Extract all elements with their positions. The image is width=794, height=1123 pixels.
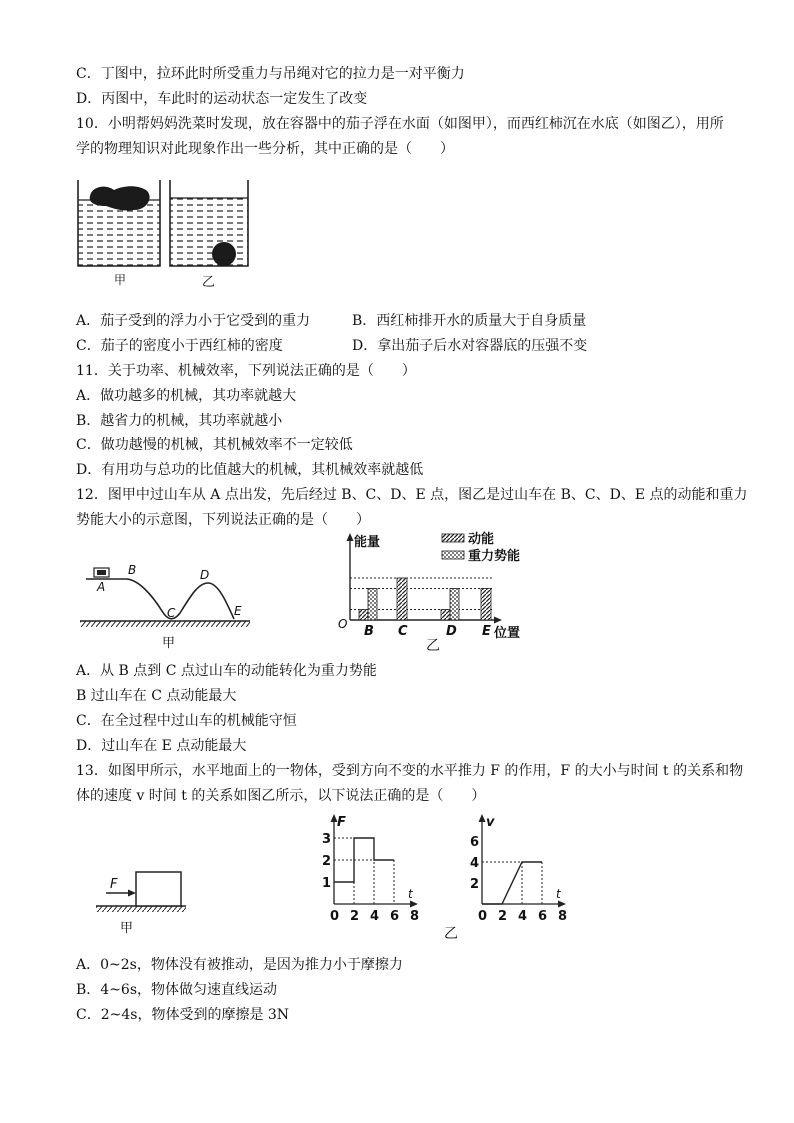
x-tick-label: 2 — [498, 909, 508, 924]
point-label: B — [128, 563, 137, 577]
x-tick-label: 8 — [558, 909, 568, 924]
label-yi: 乙 — [444, 926, 458, 942]
question-10-text: 10．小明帮妈妈洗菜时发现，放在容器中的茄子浮在水面（如图甲），而西红柿沉在水底（如图乙），用所 — [76, 116, 724, 132]
y-tick-label: 2 — [322, 854, 332, 869]
option-line: D．拿出茄子后水对容器底的压强不变 — [352, 338, 588, 354]
option-line: C．丁图中，拉环此时所受重力与吊绳对它的拉力是一对平衡力 — [76, 66, 465, 82]
bar-ke — [481, 589, 491, 621]
y-tick-label: 1 — [322, 876, 332, 891]
question-12-text: 势能大小的示意图，下列说法正确的是（ ） — [76, 512, 370, 528]
y-tick-label: 4 — [470, 856, 480, 871]
point-label: D — [200, 568, 210, 582]
force-label: F — [110, 877, 118, 892]
y-tick-label: 6 — [470, 835, 480, 850]
x-tick-label: 4 — [518, 909, 528, 924]
bar-pe — [368, 589, 377, 621]
question-13-text: 体的速度 v 时间 t 的关系如图乙所示，以下说法正确的是（ ） — [76, 788, 486, 804]
option-line: A．茄子受到的浮力小于它受到的重力 — [76, 313, 311, 329]
question-13-text: 13．如图甲所示，水平地面上的一物体，受到方向不变的水平推力 F 的作用，F 的大小与时间 t 的关系和物 — [76, 763, 744, 779]
option-line: A．从 B 点到 C 点过山车的动能转化为重力势能 — [76, 663, 377, 679]
t-axis-label: t — [556, 887, 561, 901]
option-line: B 过山车在 C 点动能最大 — [76, 688, 237, 704]
question-11-text: 11．关于功率、机械效率，下列说法正确的是（ ） — [76, 363, 416, 379]
category-label: E — [482, 624, 491, 639]
legend-ke: 动能 — [468, 532, 495, 547]
label-jia: 甲 — [120, 921, 134, 936]
f-axis-label: F — [337, 815, 346, 830]
option-line: D．丙图中，车此时的运动状态一定发生了改变 — [76, 91, 368, 107]
x-tick-label: 6 — [390, 909, 400, 924]
x-tick-label: 8 — [410, 909, 420, 924]
legend-swatch-pe — [442, 551, 464, 559]
point-label: A — [97, 580, 106, 594]
x-axis-label: 位置 — [494, 626, 521, 641]
block — [136, 872, 181, 906]
category-label: B — [364, 624, 374, 639]
question-12-text: 12．图甲中过山车从 A 点出发，先后经过 B、C、D、E 点，图乙是过山车在 B、C、D、E 点的动能和重力 — [76, 487, 748, 503]
origin-label: O — [338, 617, 348, 631]
bar-ke — [359, 610, 368, 621]
option-line: D．过山车在 E 点动能最大 — [76, 738, 247, 754]
option-line: A．0~2s，物体没有被推动，是因为推力小于摩擦力 — [76, 957, 403, 973]
t-axis-label: t — [408, 887, 413, 901]
figure-12-energy-chart — [330, 530, 540, 655]
figure-13-graphs — [310, 812, 590, 942]
figure-10 — [76, 178, 256, 293]
v-t-graph — [470, 814, 567, 924]
track-curve — [86, 579, 234, 619]
x-tick-label: 4 — [370, 909, 380, 924]
option-line: D．有用功与总功的比值越大的机械，其机械效率就越低 — [76, 462, 424, 478]
option-line: C．做功越慢的机械，其机械效率不一定较低 — [76, 437, 353, 453]
legend-pe: 重力势能 — [468, 549, 521, 564]
v-axis-label: v — [486, 815, 495, 830]
point-label: E — [234, 604, 242, 618]
option-line: C．茄子的密度小于西红柿的密度 — [76, 338, 283, 354]
figure-12-track — [76, 555, 256, 655]
y-axis-label: 能量 — [354, 535, 381, 550]
category-label: C — [398, 624, 408, 639]
tomato — [212, 242, 236, 266]
f-t-graph — [322, 814, 419, 924]
container-yi — [170, 180, 248, 266]
y-tick-label: 2 — [470, 877, 480, 892]
option-line: B．西红柿排开水的质量大于自身质量 — [352, 313, 587, 329]
legend-swatch-ke — [442, 534, 464, 542]
x-tick-label: 2 — [350, 909, 360, 924]
v-t-line — [482, 862, 542, 904]
y-tick-label: 3 — [322, 832, 332, 847]
bar-pe — [450, 589, 459, 621]
option-line: C．在全过程中过山车的机械能守恒 — [76, 713, 297, 729]
x-tick-label: 0 — [478, 909, 488, 924]
bar-ke — [397, 578, 407, 620]
x-tick-label: 0 — [330, 909, 340, 924]
option-line: B．越省力的机械，其功率就越小 — [76, 413, 283, 429]
label-yi: 乙 — [426, 638, 440, 654]
option-line: A．做功越多的机械，其功率就越大 — [76, 388, 297, 404]
option-line: C．2~4s，物体受到的摩擦是 3N — [76, 1007, 290, 1023]
container-jia — [78, 180, 160, 266]
label-jia: 甲 — [114, 273, 127, 287]
bar-ke — [441, 610, 450, 621]
point-label: C — [167, 606, 176, 620]
x-tick-label: 6 — [538, 909, 548, 924]
option-line: B．4~6s，物体做匀速直线运动 — [76, 982, 278, 998]
label-yi: 乙 — [202, 275, 216, 290]
category-label: D — [446, 624, 457, 639]
figure-13-block — [94, 868, 194, 938]
question-10-text: 学的物理知识对此现象作出一些分析，其中正确的是（ ） — [76, 141, 454, 157]
label-jia: 甲 — [162, 636, 176, 651]
